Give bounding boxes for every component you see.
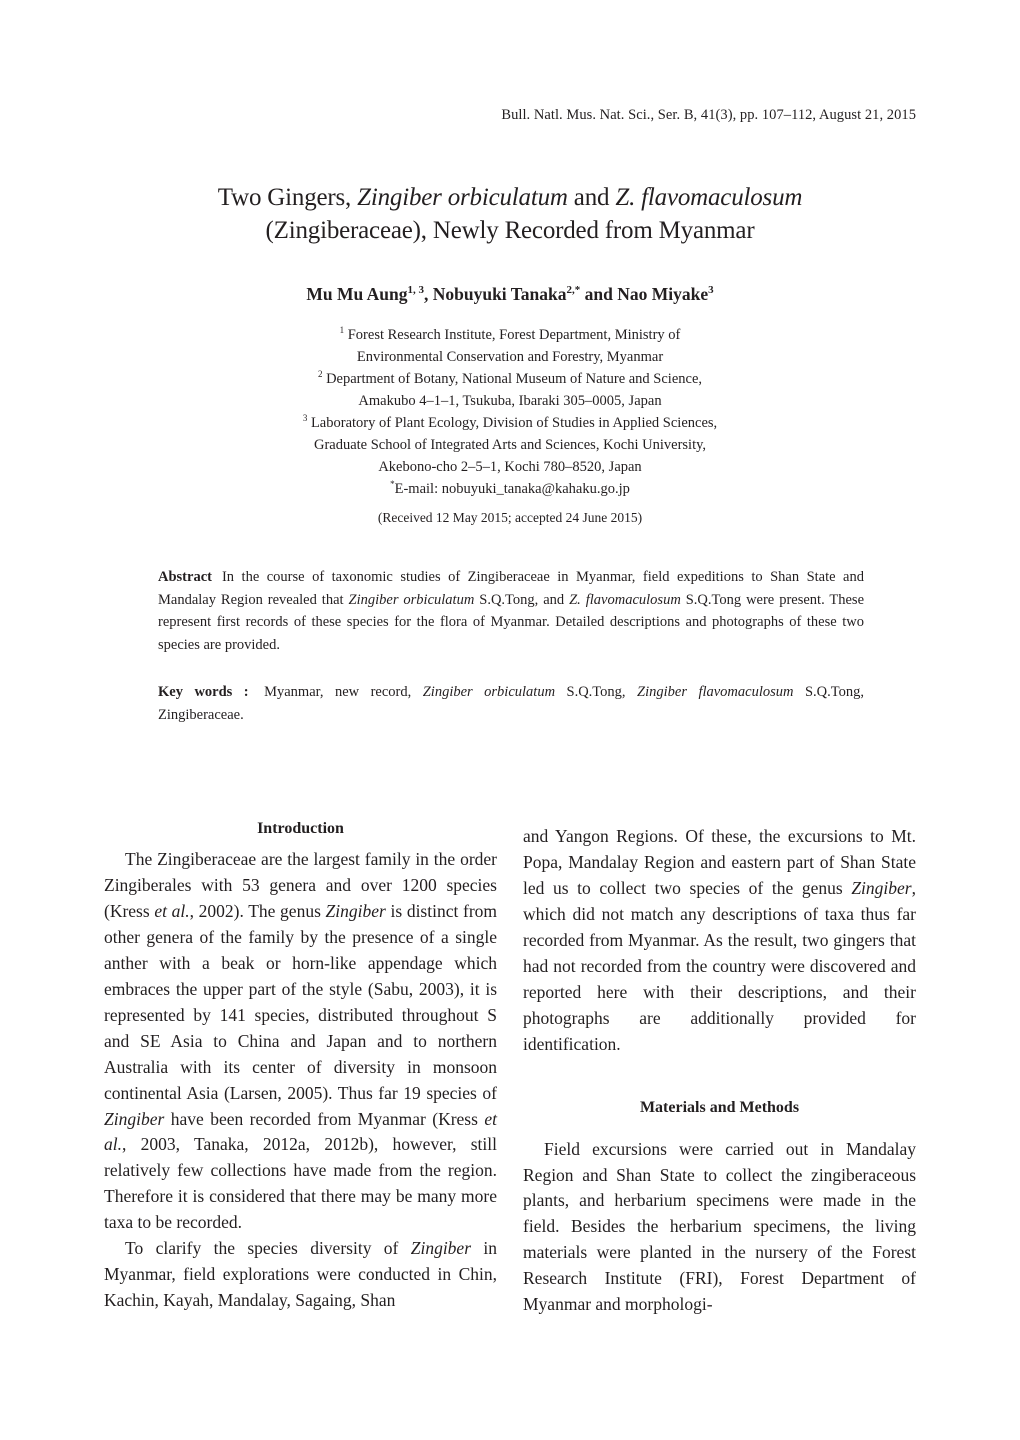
affiliation-line <box>0 390 1020 412</box>
materials-paragraph-1: Field excursions were carried out in Mandalay Region and Shan State to collect the zingiberaceous plants, and herbarium specimens were made in the field. Besides the herbarium specimens, the living materials were planted in the nursery of the Forest Research Institute (FRI), Forest Department of Myanmar and morphologi- <box>523 1138 916 1315</box>
affiliation-line <box>0 346 1020 368</box>
affiliation-text: Akebono-cho 2–5–1, Kochi 780–8520, Japan <box>378 459 642 475</box>
abstract-text: In the course of taxonomic studies of Zingiberaceae in Myanmar, field expeditions to Shan State and Mandalay Region revealed that <box>158 569 864 608</box>
section-heading-materials-methods: Materials and Methods <box>639 1098 800 1116</box>
keywords-text: S.Q.Tong, Zingiberaceae. <box>158 684 864 723</box>
affiliation-line <box>0 412 1020 434</box>
author-name: Nao Miyake <box>617 284 709 304</box>
intro-paragraph-1 <box>104 847 497 1236</box>
intro-paragraph-2-start <box>104 1236 497 1314</box>
species-name: Z. flavomaculosum <box>569 591 681 608</box>
keywords-label: Key words : <box>158 684 249 700</box>
author-separator: , <box>423 284 433 304</box>
genus-name: Zingiber <box>325 900 386 921</box>
affiliation-line <box>0 434 1020 456</box>
affiliations <box>0 324 1020 500</box>
title-text: and <box>567 184 616 211</box>
abstract-text: S.Q.Tong, and <box>474 591 570 608</box>
author-name: Nobuyuki Tanaka <box>432 284 567 304</box>
abstract-paragraph <box>158 566 864 657</box>
column-left <box>104 818 497 1314</box>
body-text: The Zingiberaceae are the largest family in the order Zingiberales with 53 genera and over 1200 species (Kress <box>104 849 497 921</box>
affiliation-text: Department of Botany, National Museum of Nature and Science, <box>322 371 703 387</box>
journal-reference: Bull. Natl. Mus. Nat. Sci., Ser. B, 41(3), pp. 107–112, August 21, 2015 <box>501 107 916 123</box>
author-affiliation-marker: 3 <box>708 284 714 296</box>
received-dates: (Received 12 May 2015; accepted 24 June 2015) <box>377 510 643 525</box>
species-name: Zingiber flavomaculosum <box>637 684 794 700</box>
affiliation-text: Environmental Conservation and Forestry, Myanmar <box>356 349 664 365</box>
affiliation-line <box>0 324 1020 346</box>
citation-italic: et al. <box>104 1108 497 1155</box>
affiliation-marker: 2 <box>317 369 323 379</box>
affiliation-line <box>0 368 1020 390</box>
keywords-text: S.Q.Tong, <box>555 684 638 700</box>
affiliation-text: Graduate School of Integrated Arts and Sciences, Kochi University, <box>313 437 707 453</box>
author-affiliation-marker: 1, 3 <box>407 284 424 296</box>
title-line-1 <box>0 181 1020 214</box>
keywords <box>158 681 864 726</box>
title-line-2: (Zingiberaceae), Newly Recorded from Myanmar <box>265 217 755 244</box>
abstract-label: Abstract <box>158 569 212 585</box>
body-text: , 2003, Tanaka, 2012a, 2012b), however, still relatively few collections have made from the region. Therefore it is considered that there may be many more taxa to be recorded. <box>104 1134 497 1233</box>
body-text: To clarify the species diversity of <box>125 1238 411 1259</box>
abstract-text: S.Q.Tong were present. These represent first records of these species for the flora of Myanmar. Detailed descriptions and photographs of these two species are provided. <box>158 591 864 654</box>
affiliation-line <box>0 456 1020 478</box>
title-species-1: Zingiber orbiculatum <box>357 184 568 211</box>
author-list <box>0 284 1020 305</box>
species-name: Zingiber orbiculatum <box>348 591 475 608</box>
title-text: Two Gingers, <box>217 184 358 211</box>
section-heading-introduction: Introduction <box>257 820 344 837</box>
abstract <box>158 566 864 657</box>
corresponding-email[interactable]: E-mail: nobuyuki_tanaka@kahaku.go.jp <box>394 481 630 497</box>
author-separator: and <box>580 284 618 304</box>
genus-name: Zingiber <box>851 877 912 898</box>
affiliation-marker: 3 <box>302 413 308 423</box>
body-text: is distinct from other genera of the family by the presence of a single anther with a beak or horn-like appendage which embraces the upper part of the style (Sabu, 2003), it is represented by 141 species, distributed throughout S and SE Asia to China and Japan and to northern Australia with its center of diversity in monsoon continental Asia (Larsen, 2005). Thus far 19 species of <box>104 900 498 1103</box>
body-text: and Yangon Regions. Of these, the excursions to Mt. Popa, Mandalay Region and eastern part of Shan State led us to collect two species of the genus <box>523 826 916 898</box>
column-right <box>523 824 916 1318</box>
genus-name: Zingiber <box>104 1108 165 1129</box>
body-text: have been recorded from Myanmar (Kress <box>164 1108 485 1129</box>
affiliation-text: Amakubo 4–1–1, Tsukuba, Ibaraki 305–0005, Japan <box>358 393 662 409</box>
affiliation-marker: 1 <box>339 325 345 335</box>
body-text: , 2002). The genus <box>189 900 326 921</box>
intro-paragraph-2-continued <box>523 824 916 1058</box>
corresponding-email-line <box>0 478 1020 500</box>
body-text: in Myanmar, field explorations were conducted in Chin, Kachin, Kayah, Mandalay, Sagaing, Shan <box>104 1238 497 1311</box>
species-name: Zingiber orbiculatum <box>422 684 556 700</box>
title-species-2: Z. flavomaculosum <box>615 184 803 211</box>
genus-name: Zingiber <box>410 1238 472 1259</box>
author-affiliation-marker: 2,* <box>566 284 581 296</box>
paper-title <box>0 181 1020 247</box>
affiliation-text: Laboratory of Plant Ecology, Division of Studies in Applied Sciences, <box>307 415 718 431</box>
affiliation-text: Forest Research Institute, Forest Department, Ministry of <box>344 327 681 343</box>
corresponding-marker: * <box>390 479 395 489</box>
keywords-text: Myanmar, new record, <box>252 684 423 700</box>
body-text: , which did not match any descriptions of taxa thus far recorded from Myanmar. As the result, two gingers that had not recorded from the country were discovered and reported here with their descriptions, and their photographs are additionally provided for identification. <box>523 877 916 1054</box>
author-name: Mu Mu Aung <box>306 284 408 304</box>
citation-italic: et al. <box>154 900 190 921</box>
